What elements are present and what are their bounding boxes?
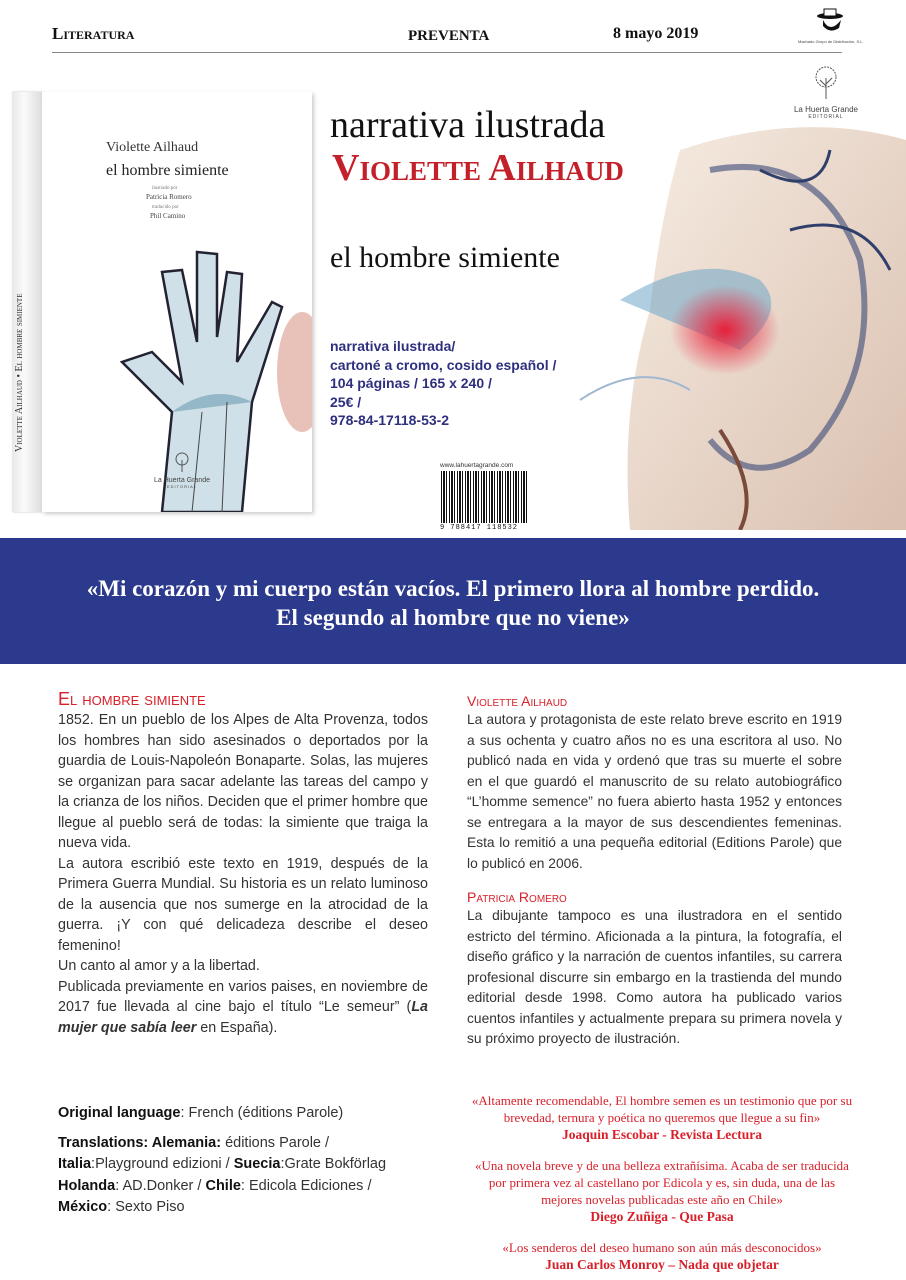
rights-info: Original language: French (éditions Parole) Translations: Alemania: éditions Parole / Italia:Playground edizioni / Suecia:Grate Bokförlag Holanda: AD.Donker / Chile: Edicola Ediciones / México: Sexto Piso	[58, 1105, 387, 1215]
quote-banner: «Mi corazón y mi cuerpo están vacíos. El primero llora al hombre perdido. El segundo al hombre que no viene»	[0, 538, 906, 664]
book-front: Violette Ailhaud el hombre simiente ilustrado por Patricia Romero traducido por Phil Camino La Huerta Grande EDITORIAL	[42, 92, 312, 512]
header-divider	[52, 52, 842, 53]
publisher-logo: La Huerta Grande EDITORIAL	[790, 66, 862, 120]
review: «Los senderos del deseo humano son aún más desconocidos» Juan Carlos Monroy – Nada que objetar	[502, 1240, 822, 1272]
author-name: Violette Ailhaud	[332, 147, 624, 189]
date-label: 8 mayo 2019	[613, 25, 699, 42]
barcode: www.lahuertagrande.com 9 788417 118532	[440, 462, 530, 532]
hat-face-icon	[815, 8, 845, 34]
synopsis-section: El hombre simiente 1852. En un pueblo de los Alpes de Alta Provenza, todos los hombres han sido asesinados o deportados por la guardia de Louis-Napoleón Bonaparte. Solas, las mujeres se organizan para sacar adelante las tareas del campo y la crianza de los niños. Deciden que el primer hombre que llegue al pueblo será de todas: la simiente que traiga la nueva vida. La autora escribió este texto en 1919, después de la Primera Guerra Mundial. Su historia es un relato luminoso de la ausencia que nos sumerge en la atrocidad de la guerra. ¡Y con qué delicadeza describe el deseo femenino! Un canto al amor y a la libertad. Publicada previamente en varios paises, en noviembre de 2017 fue llevada al cine bajo el título “Le semeur” (La mujer que sabía leer en España).	[58, 689, 428, 1036]
author-bio-heading: Violette Ailhaud	[467, 693, 568, 709]
distributor-logo: Machado Grupo de Distribución, S.L.	[808, 8, 852, 44]
tree-icon	[171, 452, 193, 472]
book-title: el hombre simiente	[330, 241, 560, 274]
status-label: PREVENTA	[408, 28, 490, 44]
book-cover	[12, 92, 312, 512]
barcode-bars	[440, 470, 530, 524]
book-specs: narrativa ilustrada/ cartoné a cromo, cosido español / 104 páginas / 165 x 240 / 25€ / 978-84-17118-53-2	[330, 338, 557, 428]
spine-text: Violette Ailhaud • El hombre simiente	[14, 293, 25, 452]
synopsis-heading: El hombre simiente	[58, 689, 206, 709]
reviews	[462, 1092, 862, 1273]
tree-icon	[810, 66, 842, 100]
illustrator-bio-heading: Patricia Romero	[467, 889, 567, 905]
bios-section: Violette Ailhaud La autora y protagonista de este relato breve escrito en 1919 a sus ochenta y cuatro años no es una escritora al uso. No publicó nada en vida y ordenó que tras su muerte el sobre en el que guardó el manuscrito de su relato autobiográfico “L’homme semence” no fuera abierto hasta 1952 y entonces se entregara a la mayor de sus descendientes femeninas. Esta lo remitió a una pequeña editorial (Editions Parole) que lo publicó en 2006. Patricia Romero La dibujante tampoco es una ilustradora en el sentido estricto del término. Aficionada a la pintura, la fotografía, el diseño gráfico y la narración de cuentos infantiles, su carrera profesional discurre sin embargo en la trastienda del mundo editorial desde 1998. Como autora ha publicado varios cuentos infantiles y actualmente prepara su primera novela y su próximo proyecto de ilustración.	[467, 693, 842, 1046]
collection-title: narrativa ilustrada	[330, 104, 606, 146]
section-label: Literatura	[52, 24, 135, 43]
review: «Una novela breve y de una belleza extrañísima. Acaba de ser traducida por primera vez al castellano por Edicola y es, sin duda, una de las mejores novelas publicadas este año en Chile» Diego Zuñiga - Que Pasa	[475, 1158, 849, 1224]
review: «Altamente recomendable, El hombre semen es un testimonio que por su brevedad, ternura y poética no queremos que llegue a su fin» Joaquin Escobar - Revista Lectura	[471, 1093, 853, 1142]
